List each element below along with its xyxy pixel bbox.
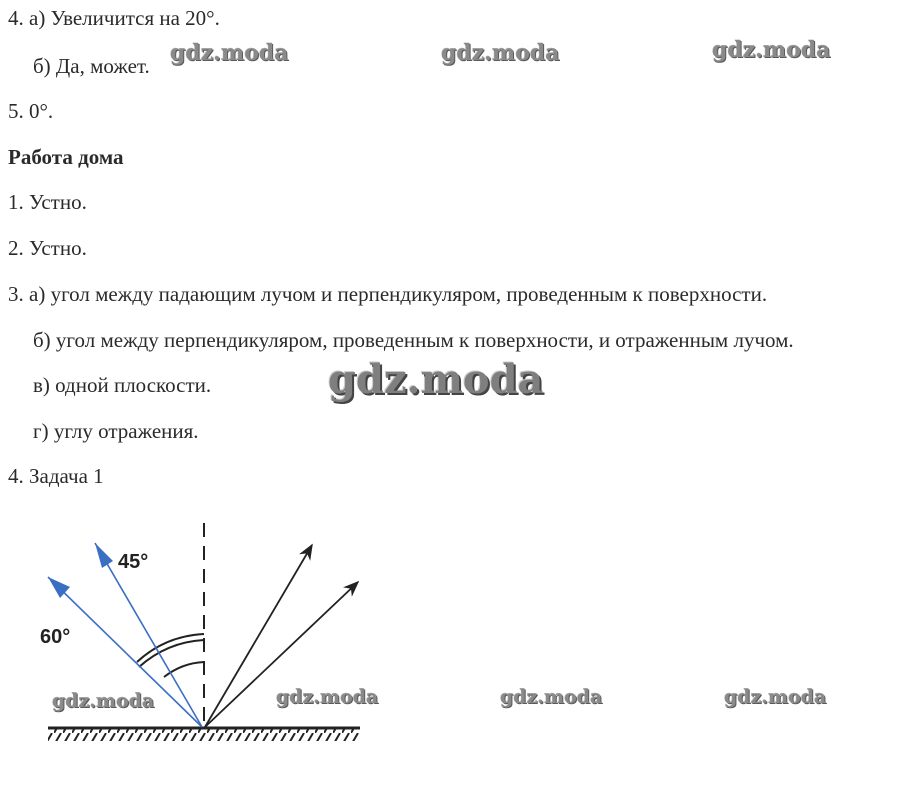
reflected-ray-60 bbox=[205, 582, 358, 727]
angle-label-60: 60° bbox=[40, 626, 71, 648]
answer-5: 5. 0°. bbox=[8, 99, 54, 123]
homework-3c: в) одной плоскости. bbox=[33, 373, 212, 397]
answer-4a: 4. а) Увеличится на 20°. bbox=[8, 6, 220, 30]
surface-hatching bbox=[48, 729, 360, 741]
watermark: gdz.moda bbox=[170, 40, 289, 66]
watermark: gdz.moda bbox=[441, 40, 560, 66]
homework-3b: б) угол между перпендикуляром, проведенным к поверхности, и отраженным лучом. bbox=[33, 328, 794, 352]
reflection-diagram bbox=[0, 505, 420, 765]
homework-2: 2. Устно. bbox=[8, 236, 87, 260]
watermark: gdz.moda bbox=[500, 686, 603, 708]
incident-ray-45 bbox=[95, 543, 202, 727]
angle-label-45: 45° bbox=[118, 551, 149, 573]
incident-ray-45-arrow-icon bbox=[95, 543, 113, 568]
watermark: gdz.moda bbox=[52, 690, 155, 712]
homework-3d: г) углу отражения. bbox=[33, 419, 199, 443]
incident-ray-60 bbox=[48, 577, 202, 727]
homework-3a: 3. а) угол между падающим лучом и перпендикуляром, проведенным к поверхности. bbox=[8, 282, 768, 306]
homework-1: 1. Устно. bbox=[8, 190, 87, 214]
answer-4b: б) Да, может. bbox=[33, 54, 150, 78]
watermark: gdz.moda bbox=[724, 686, 827, 708]
angle-arc-45 bbox=[164, 662, 204, 677]
section-heading: Работа дома bbox=[8, 145, 124, 169]
homework-4: 4. Задача 1 bbox=[8, 464, 104, 488]
watermark: gdz.moda bbox=[712, 37, 831, 63]
watermark: gdz.moda bbox=[276, 686, 379, 708]
reflected-ray-45 bbox=[205, 545, 312, 727]
watermark-large: gdz.moda bbox=[328, 356, 544, 403]
